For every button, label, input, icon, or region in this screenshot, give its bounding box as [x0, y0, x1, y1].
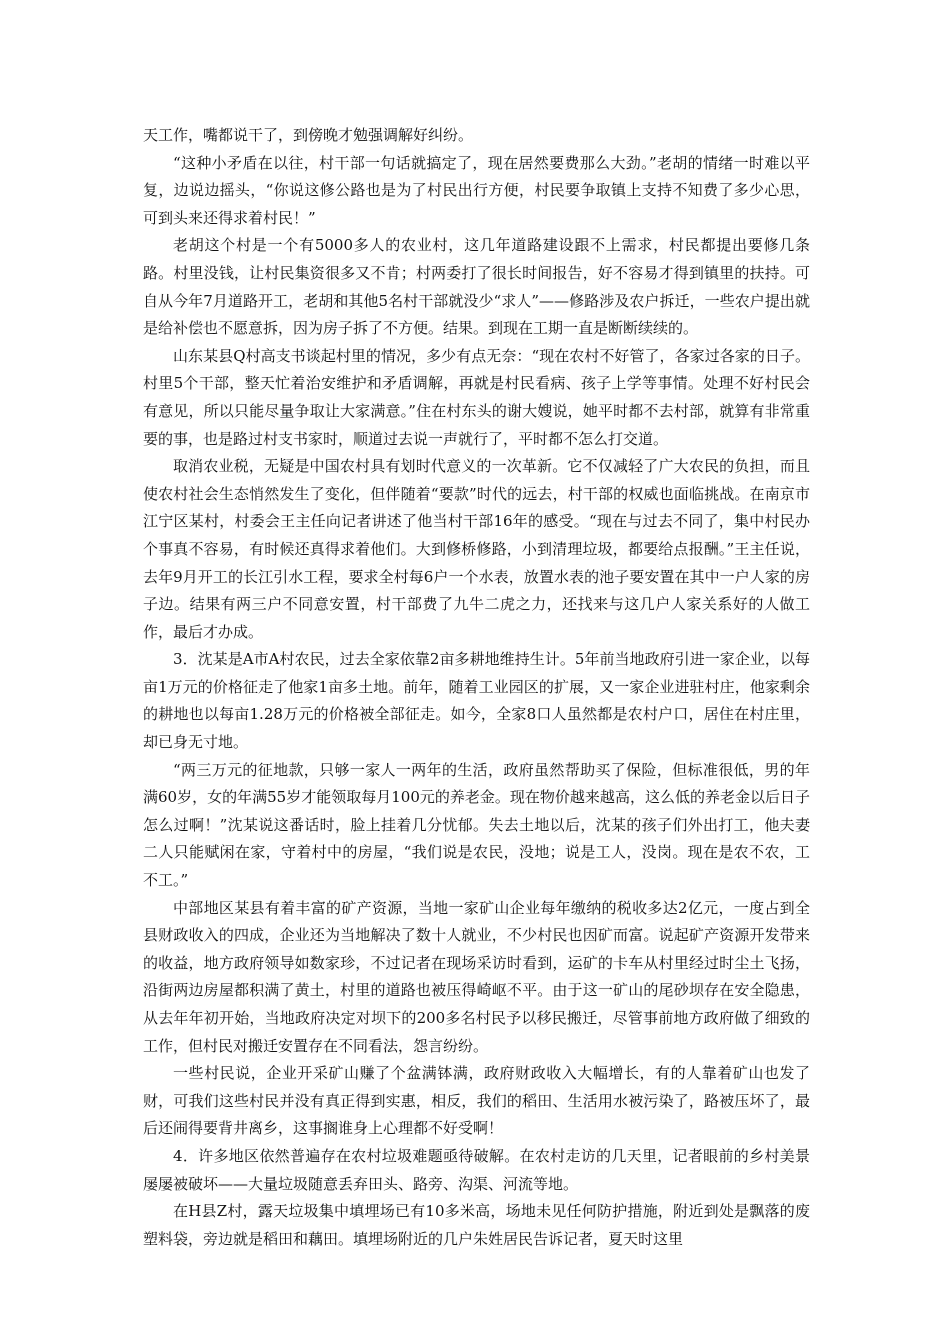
paragraph-2: “这种小矛盾在以往，村干部一句话就搞定了，现在居然要费那么大劲。”老胡的情绪一时难以平复，边说边摇头，“你说这修公路也是为了村民出行方便，村民要争取镇上支持不知费了多少心思，可到头来还得求着村民！”: [143, 153, 810, 227]
paragraph-9: 一些村民说，企业开采矿山赚了个盆满钵满，政府财政收入大幅增长，有的人靠着矿山也发了财，可我们这些村民并没有真正得到实惠，相反，我们的稻田、生活用水被污染了，路被压坏了，最后还闹得要背井离乡，这事搁谁身上心理都不好受啊！: [143, 1064, 810, 1138]
paragraph-8: 中部地区某县有着丰富的矿产资源，当地一家矿山企业每年缴纳的税收多达2亿元，一度占到全县财政收入的四成，企业还为当地解决了数十人就业，不少村民也因矿而富。说起矿产资源开发带来的收益，地方政府领导如数家珍，不过记者在现场采访时看到，运矿的卡车从村里经过时尘土飞扬，沿街两边房屋都积满了黄土，村里的道路也被压得崎岖不平。由于这一矿山的尾砂坝存在安全隐患，从去年年初开始，当地政府决定对坝下的200多名村民予以移民搬迁，尽管事前地方政府做了细致的工作，但村民对搬迁安置存在不同看法，怨言纷纷。: [143, 898, 810, 1055]
paragraph-1: 天工作，嘴都说干了，到傍晚才勉强调解好纠纷。: [143, 126, 474, 144]
document-page: [143, 122, 810, 1253]
paragraph-5: 取消农业税，无疑是中国农村具有划时代意义的一次革新。它不仅减轻了广大农民的负担，而且使农村社会生态悄然发生了变化，但伴随着“要款”时代的远去，村干部的权威也面临挑战。在南京市江宁区某村，村委会王主任向记者讲述了他当村干部16年的感受。“现在与过去不同了，集中村民办个事真不容易，有时候还真得求着他们。大到修桥修路，小到清理垃圾，都要给点报酬。”王主任说，去年9月开工的长江引水工程，要求全村每6户一个水表，放置水表的池子要安置在其中一户人家的房子边。结果有两三户不同意安置，村干部费了九牛二虎之力，还找来与这几户人家关系好的人做工作，最后才办成。: [143, 457, 810, 641]
paragraph-4: 山东某县Q村高支书谈起村里的情况，多少有点无奈：“现在农村不好管了，各家过各家的日子。村里5个干部，整天忙着治安维护和矛盾调解，再就是村民看病、孩子上学等事情。处理不好村民会有意见，所以只能尽量争取让大家满意。”住在村东头的谢大嫂说，她平时都不去村部，就算有非常重要的事，也是路过村支书家时，顺道过去说一声就行了，平时都不怎么打交道。: [143, 346, 810, 448]
paragraph-6: 3．沈某是A市A村农民，过去全家依靠2亩多耕地维持生计。5年前当地政府引进一家企业，以每亩1万元的价格征走了他家1亩多土地。前年，随着工业园区的扩展，又一家企业进驻村庄，他家剩余的耕地也以每亩1.28万元的价格被全部征走。如今，全家8口人虽然都是农村户口，居住在村庄里，却已身无寸地。: [143, 650, 810, 752]
paragraph-10: 4．许多地区依然普遍存在农村垃圾难题亟待破解。在农村走访的几天里，记者眼前的乡村美景屡屡被破坏——大量垃圾随意丢弃田头、路旁、沟渠、河流等地。: [143, 1146, 810, 1193]
paragraph-11: 在H县Z村，露天垃圾集中填埋场已有10多米高，场地未见任何防护措施，附近到处是飘落的废塑料袋，旁边就是稻田和藕田。填埋场附近的几户朱姓居民告诉记者，夏天时这里: [143, 1202, 810, 1248]
paragraph-3: 老胡这个村是一个有5000多人的农业村，这几年道路建设跟不上需求，村民都提出要修几条路。村里没钱，让村民集资很多又不肯；村两委打了很长时间报告，好不容易才得到镇里的扶持。可自从今年7月道路开工，老胡和其他5名村干部就没少“求人”——修路涉及农户拆迁，一些农户提出就是给补偿也不愿意拆，因为房子拆了不方便。结果。到现在工期一直是断断续续的。: [143, 236, 810, 338]
paragraph-7: “两三万元的征地款，只够一家人一两年的生活，政府虽然帮助买了保险，但标准很低，男的年满60岁，女的年满55岁才能领取每月100元的养老金。现在物价越来越高，这么低的养老金以后日子怎么过啊！”沈某说这番话时，脸上挂着几分忧郁。失去土地以后，沈某的孩子们外出打工，他夫妻二人只能赋闲在家，守着村中的房屋，“我们说是农民，没地；说是工人，没岗。现在是农不农，工不工。”: [143, 760, 810, 890]
